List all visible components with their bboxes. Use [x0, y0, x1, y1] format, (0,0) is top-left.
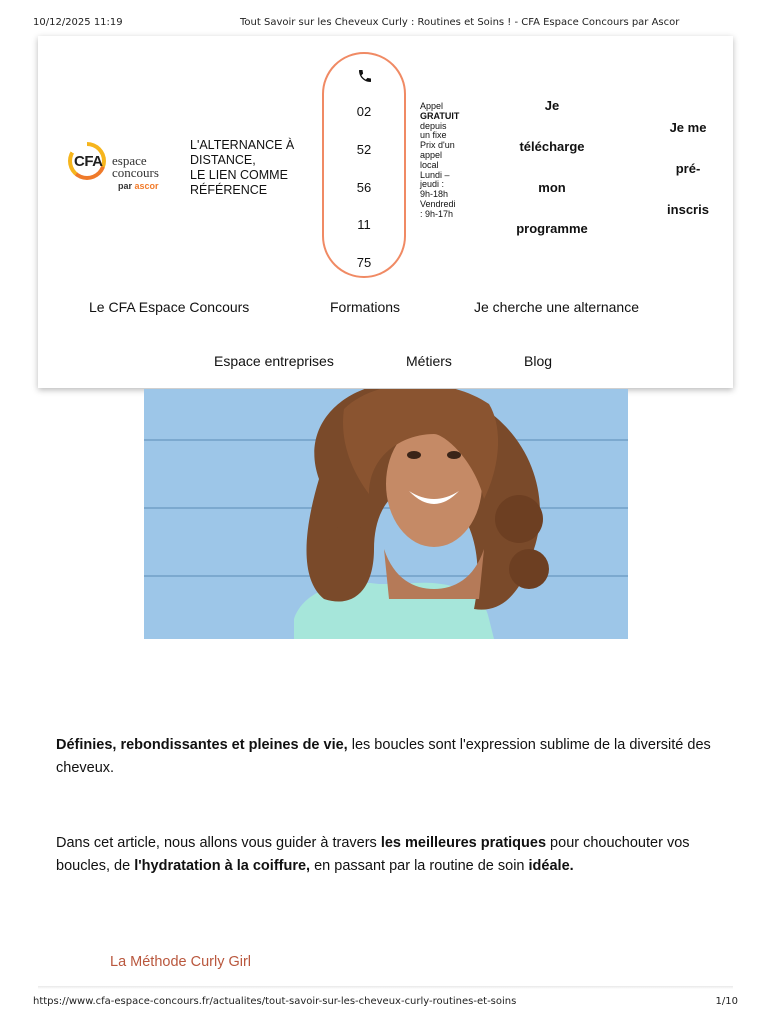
article-strong: l'hydratation à la coiffure,: [134, 858, 311, 874]
article-strong: idéale.: [528, 858, 574, 874]
call-info-line: appel: [420, 149, 443, 160]
cfa-logo[interactable]: [68, 142, 178, 192]
call-info-line: Lundi –: [420, 169, 450, 180]
phone-digits: 75: [356, 255, 372, 270]
call-info-line: Prix d'un: [420, 140, 455, 151]
cta-signup-text: inscris: [667, 202, 709, 217]
nav-item-cfa[interactable]: Le CFA Espace Concours: [89, 299, 250, 315]
article-text: en passant par la routine de soin: [310, 858, 529, 874]
article-guide-paragraph: [56, 832, 716, 878]
phone-digits: 02: [356, 104, 372, 119]
cta-download-text: programme: [516, 221, 588, 236]
phone-digits: 56: [356, 180, 372, 195]
article-intro-paragraph: [56, 734, 716, 780]
nav-item-blog[interactable]: Blog: [524, 353, 553, 369]
logo-mark: CFA: [74, 153, 103, 170]
call-info-line: Vendredi: [420, 198, 456, 209]
nav-item-entreprises[interactable]: Espace entreprises: [214, 353, 334, 369]
tagline-line: DISTANCE,: [190, 153, 256, 167]
print-title: Tout Savoir sur les Cheveux Curly : Routines et Soins ! - CFA Espace Concours par Ascor: [240, 17, 680, 28]
article-text: Dans cet article, nous allons vous guider à travers: [56, 835, 381, 851]
nav-item-formations[interactable]: Formations: [330, 299, 401, 315]
cta-signup-text: Je me: [669, 120, 707, 135]
hero-image: [144, 389, 628, 639]
call-info-line: local: [420, 159, 439, 170]
toc-link-curly-girl[interactable]: La Méthode Curly Girl: [110, 954, 252, 970]
call-info-line: un fixe: [420, 130, 447, 141]
nav-item-metiers[interactable]: Métiers: [406, 353, 452, 369]
cta-download-text: mon: [538, 180, 566, 195]
print-date: 10/12/2025 11:19: [33, 17, 123, 28]
logo-word-espace: espace: [112, 153, 147, 168]
site-header: [38, 36, 733, 388]
site-tagline: [190, 138, 320, 198]
phone-digits: 11: [357, 217, 371, 232]
call-info-line: : 9h-17h: [420, 208, 454, 219]
phone-icon: [357, 68, 373, 84]
free-call-info: [420, 102, 480, 220]
article-intro-strong: Définies, rebondissantes et pleines de vie,: [56, 737, 348, 753]
print-url: https://www.cfa-espace-concours.fr/actualites/tout-savoir-sur-les-cheveux-curly-routines-et-soins: [33, 996, 517, 1007]
call-info-free: GRATUIT: [420, 110, 460, 121]
call-info-line: depuis: [420, 120, 447, 131]
article-text: pour chouchouter vos boucles, de: [56, 835, 690, 874]
article-strong: les meilleures pratiques: [380, 835, 547, 851]
download-program-button[interactable]: [486, 92, 618, 242]
print-page-number: 1/10: [715, 996, 738, 1007]
tagline-line: RÉFÉRENCE: [190, 183, 268, 197]
article-intro-text: les boucles sont l'expression sublime de la diversité des cheveux.: [56, 737, 711, 776]
call-info-line: Appel: [420, 101, 444, 111]
call-info-line: jeudi :: [420, 179, 445, 190]
cta-download-text: télécharge: [519, 139, 585, 154]
page-divider: [38, 986, 733, 989]
tagline-line: L'ALTERNANCE À: [190, 138, 295, 152]
call-info-line: 9h-18h: [420, 189, 449, 200]
logo-byline: par ascor: [118, 181, 159, 191]
nav-item-alternance[interactable]: Je cherche une alternance: [474, 299, 639, 315]
phone-number-button[interactable]: [322, 52, 406, 278]
phone-digits: 52: [356, 142, 372, 157]
cta-download-text: Je: [544, 98, 560, 113]
curly-hair-woman-photo: [144, 389, 628, 639]
logo-word-concours: concours: [112, 165, 159, 180]
pre-register-button[interactable]: [650, 116, 726, 220]
tagline-line: LE LIEN COMME: [190, 168, 288, 182]
cta-signup-text: pré-: [675, 161, 701, 176]
